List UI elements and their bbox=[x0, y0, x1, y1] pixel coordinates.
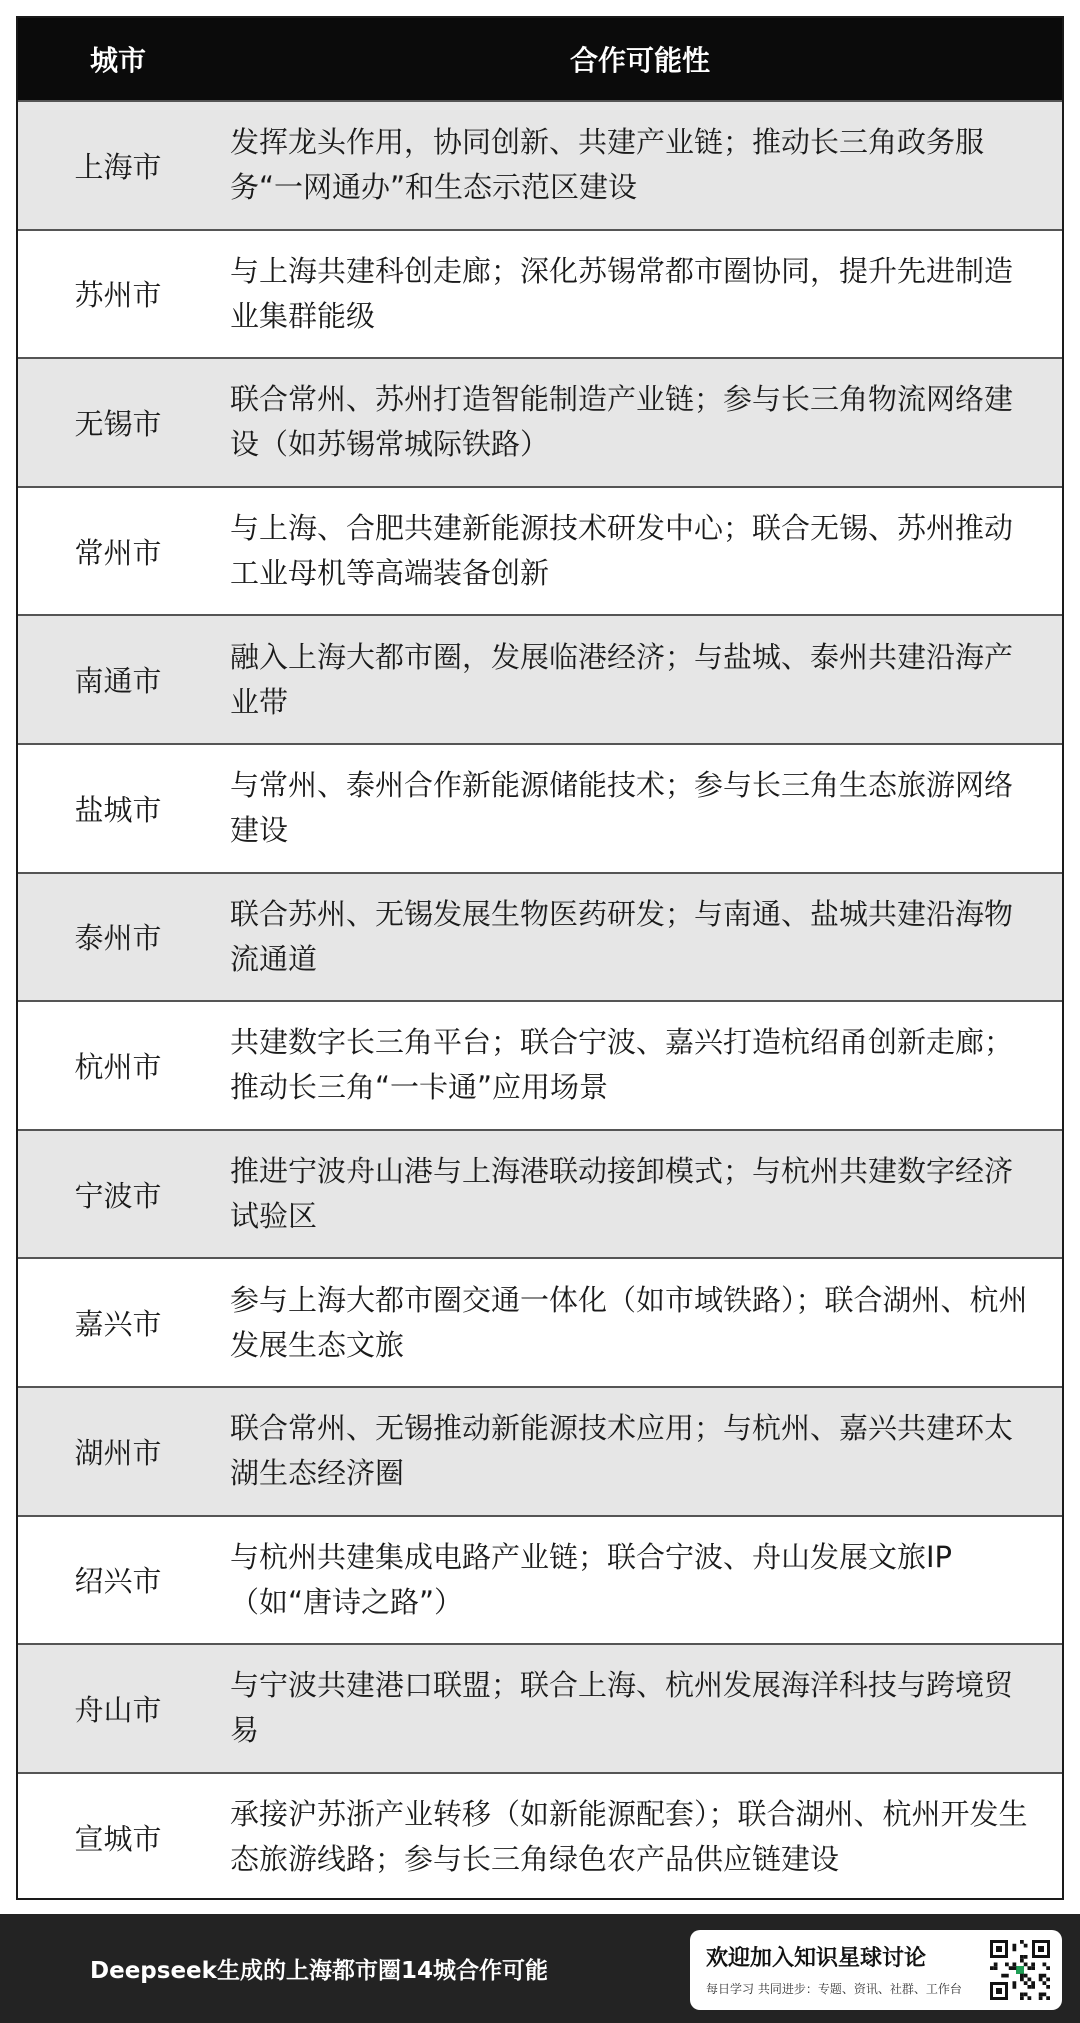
city-cell: 常州市 bbox=[74, 535, 162, 570]
cooperation-cell: 与杭州共建集成电路产业链；联合宁波、舟山发展文旅IP（如“唐诗之路”） bbox=[230, 1539, 953, 1619]
cooperation-cell: 与宁波共建港口联盟；联合上海、杭州发展海洋科技与跨境贸易 bbox=[230, 1668, 1014, 1748]
city-cell: 嘉兴市 bbox=[74, 1307, 162, 1342]
promo-title: 欢迎加入知识星球讨论 bbox=[706, 1946, 927, 1971]
city-cell: 盐城市 bbox=[74, 792, 162, 827]
city-cell: 宁波市 bbox=[74, 1178, 162, 1213]
table-row bbox=[18, 1386, 1062, 1515]
table-row bbox=[18, 614, 1062, 743]
qr-code-icon[interactable] bbox=[988, 1938, 1052, 2002]
cooperation-cell: 联合苏州、无锡发展生物医药研发；与南通、盐城共建沿海物流通道 bbox=[230, 896, 1014, 976]
table-header bbox=[18, 18, 1062, 100]
city-cell: 舟山市 bbox=[74, 1692, 162, 1727]
city-cell: 无锡市 bbox=[74, 406, 162, 441]
cooperation-cell: 与常州、泰州合作新能源储能技术；参与长三角生态旅游网络建设 bbox=[230, 768, 1014, 848]
promo-subtitle: 每日学习 共同进步：专题、资讯、社群、工作台 bbox=[706, 1982, 962, 1996]
table-row bbox=[18, 1772, 1062, 1900]
table-row bbox=[18, 486, 1062, 615]
cooperation-cell: 共建数字长三角平台；联合宁波、嘉兴打造杭绍甬创新走廊；推动长三角“一卡通”应用场景 bbox=[230, 1025, 1014, 1105]
table-row bbox=[18, 229, 1062, 358]
cooperation-cell: 联合常州、无锡推动新能源技术应用；与杭州、嘉兴共建环太湖生态经济圈 bbox=[230, 1411, 1014, 1491]
table-row bbox=[18, 1515, 1062, 1644]
cooperation-cell: 发挥龙头作用，协同创新、共建产业链；推动长三角政务服务“一网通办”和生态示范区建设 bbox=[230, 125, 985, 205]
table-row bbox=[18, 743, 1062, 872]
footer-caption: Deepseek生成的上海都市圈14城合作可能 bbox=[90, 1958, 548, 1984]
cooperation-cell: 推进宁波舟山港与上海港联动接卸模式；与杭州共建数字经济试验区 bbox=[230, 1154, 1014, 1234]
city-cell: 绍兴市 bbox=[74, 1564, 162, 1599]
cooperation-cell: 参与上海大都市圈交通一体化（如市域铁路）；联合湖州、杭州发展生态文旅 bbox=[230, 1282, 1028, 1362]
cooperation-cell: 融入上海大都市圈，发展临港经济；与盐城、泰州共建沿海产业带 bbox=[230, 639, 1014, 719]
table-row bbox=[18, 1000, 1062, 1129]
city-cell: 湖州市 bbox=[74, 1435, 162, 1470]
table-row bbox=[18, 357, 1062, 486]
table-row bbox=[18, 1257, 1062, 1386]
table-row bbox=[18, 100, 1062, 229]
footer-bar bbox=[0, 1914, 1080, 2023]
cooperation-cell: 承接沪苏浙产业转移（如新能源配套）；联合湖州、杭州开发生态旅游线路；参与长三角绿色农产品供应链建设 bbox=[230, 1797, 1028, 1877]
city-cell: 杭州市 bbox=[74, 1049, 162, 1084]
city-cell: 泰州市 bbox=[74, 921, 162, 956]
table-body bbox=[18, 100, 1062, 1900]
city-cell: 苏州市 bbox=[74, 278, 162, 313]
cooperation-cell: 与上海共建科创走廊；深化苏锡常都市圈协同，提升先进制造业集群能级 bbox=[230, 253, 1014, 333]
cooperation-cell: 与上海、合肥共建新能源技术研发中心；联合无锡、苏州推动工业母机等高端装备创新 bbox=[230, 511, 1014, 591]
header-cooperation: 合作可能性 bbox=[569, 44, 710, 77]
cooperation-table bbox=[16, 16, 1064, 1900]
cooperation-cell: 联合常州、苏州打造智能制造产业链；参与长三角物流网络建设（如苏锡常城际铁路） bbox=[230, 382, 1014, 462]
header-city: 城市 bbox=[89, 44, 146, 77]
city-cell: 宣城市 bbox=[74, 1821, 162, 1856]
promo-card[interactable] bbox=[690, 1930, 1062, 2010]
city-cell: 南通市 bbox=[74, 664, 162, 699]
table-row bbox=[18, 1643, 1062, 1772]
table-row bbox=[18, 872, 1062, 1001]
table-row bbox=[18, 1129, 1062, 1258]
city-cell: 上海市 bbox=[74, 149, 162, 184]
